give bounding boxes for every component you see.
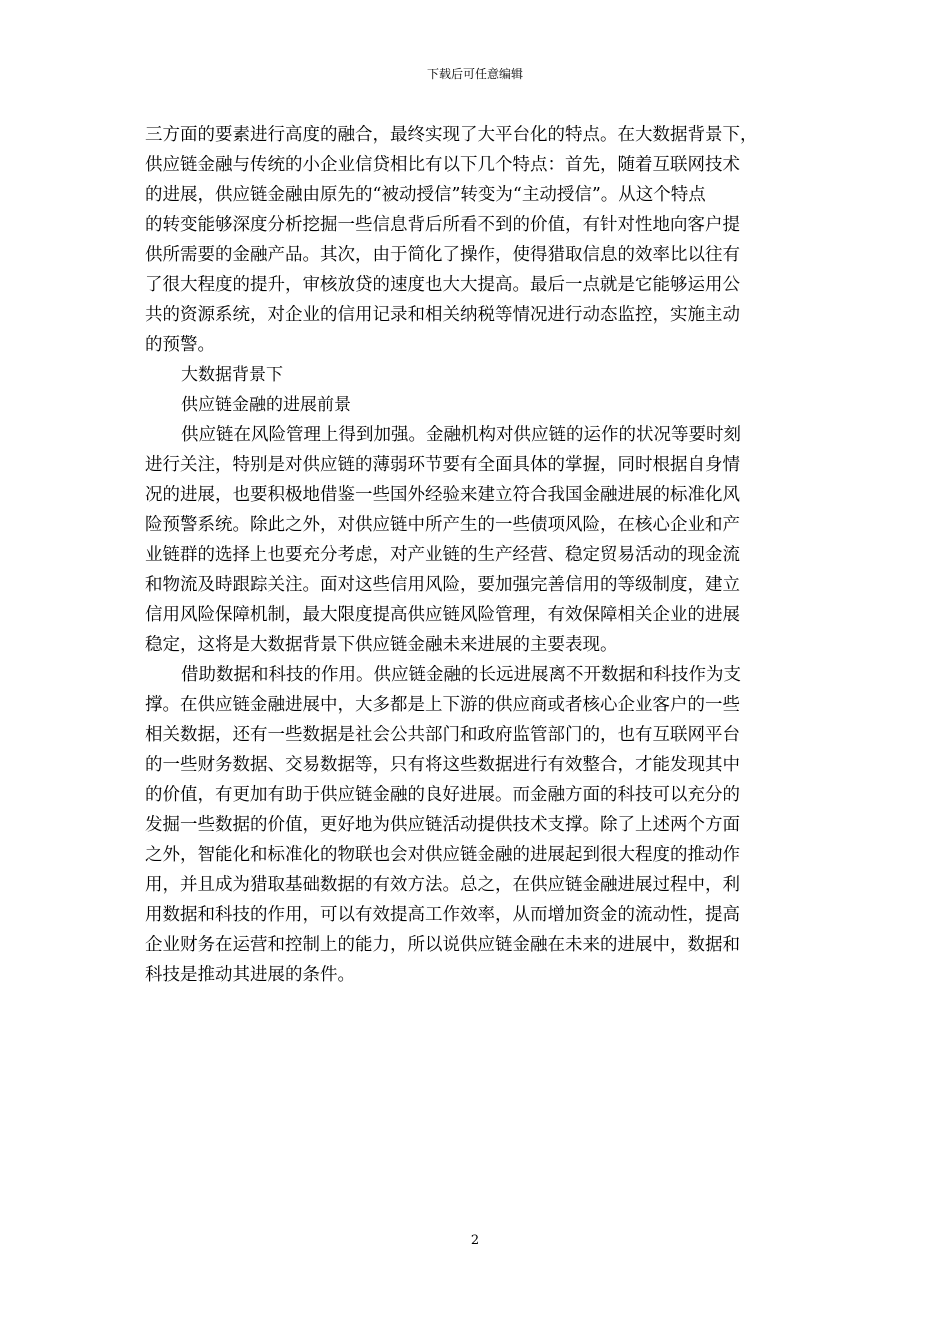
text-line: 的进展，供应链金融由原先的“被动授信”转变为“主动授信”。从这个特点 [145,185,706,205]
text-line: 的一些财务数据、交易数据等，只有将这些数据进行有效整合，才能发现其中 [145,755,740,775]
page-header: 下载后可任意编辑 [426,67,523,81]
text-line: 稳定，这将是大数据背景下供应链金融未来进展的主要表现。 [145,635,618,655]
text-line: 况的进展，也要积极地借鉴一些国外经验来建立符合我国金融进展的标准化风 [145,485,740,505]
text-line: 供所需要的金融产品。其次，由于简化了操作，使得猎取信息的效率比以往有 [145,245,740,265]
text-line: 撑。在供应链金融进展中，大多都是上下游的供应商或者核心企业客户的一些 [145,695,740,715]
text-line: 的价值，有更加有助于供应链金融的良好进展。而金融方面的科技可以充分的 [145,785,740,805]
text-line: 业链群的选择上也要充分考虑，对产业链的生产经营、稳定贸易活动的现金流 [145,545,740,565]
text-line: 三方面的要素进行高度的融合，最终实现了大平台化的特点。在大数据背景下， [145,125,758,145]
text-line: 用数据和科技的作用，可以有效提高工作效率，从而增加资金的流动性，提高 [145,905,740,925]
section-heading: 供应链金融的进展前景 [181,395,351,415]
text-line: 发掘一些数据的价值，更好地为供应链活动提供技术支撑。除了上述两个方面 [145,815,740,835]
text-line: 共的资源系统，对企业的信用记录和相关纳税等情况进行动态监控，实施主动 [145,305,740,325]
text-line: 科技是推动其进展的条件。 [145,965,355,985]
paragraph-first-line: 供应链在风险管理上得到加强。金融机构对供应链的运作的状况等要时刻 [181,425,741,445]
text-line: 之外，智能化和标准化的物联也会对供应链金融的进展起到很大程度的推动作 [145,845,740,865]
text-line: 险预警系统。除此之外，对供应链中所产生的一些债项风险，在核心企业和产 [145,515,740,535]
text-line: 企业财务在运营和控制上的能力，所以说供应链金融在未来的进展中，数据和 [145,935,740,955]
text-line: 进行关注，特别是对供应链的薄弱环节要有全面具体的掌握，同时根据自身情 [145,455,740,475]
text-line: 的预警。 [145,335,215,355]
text-line: 的转变能够深度分析挖掘一些信息背后所看不到的价值，有针对性地向客户提 [145,215,740,235]
document-body [145,120,810,990]
text-line: 信用风险保障机制，最大限度提高供应链风险管理，有效保障相关企业的进展 [145,605,740,625]
page-number: 2 [470,1233,480,1248]
text-line: 供应链金融与传统的小企业信贷相比有以下几个特点：首先，随着互联网技术 [145,155,740,175]
paragraph-first-line: 借助数据和科技的作用。供应链金融的长远进展离不开数据和科技作为支 [181,665,741,685]
text-line: 了很大程度的提升，审核放贷的速度也大大提高。最后一点就是它能够运用公 [145,275,740,295]
text-line: 相关数据，还有一些数据是社会公共部门和政府监管部门的，也有互联网平台 [145,725,740,745]
text-line: 用，并且成为猎取基础数据的有效方法。总之，在供应链金融进展过程中，利 [145,875,740,895]
text-line: 和物流及時跟踪关注。面对这些信用风险，要加强完善信用的等级制度，建立 [145,575,740,595]
section-heading: 大数据背景下 [181,365,283,385]
